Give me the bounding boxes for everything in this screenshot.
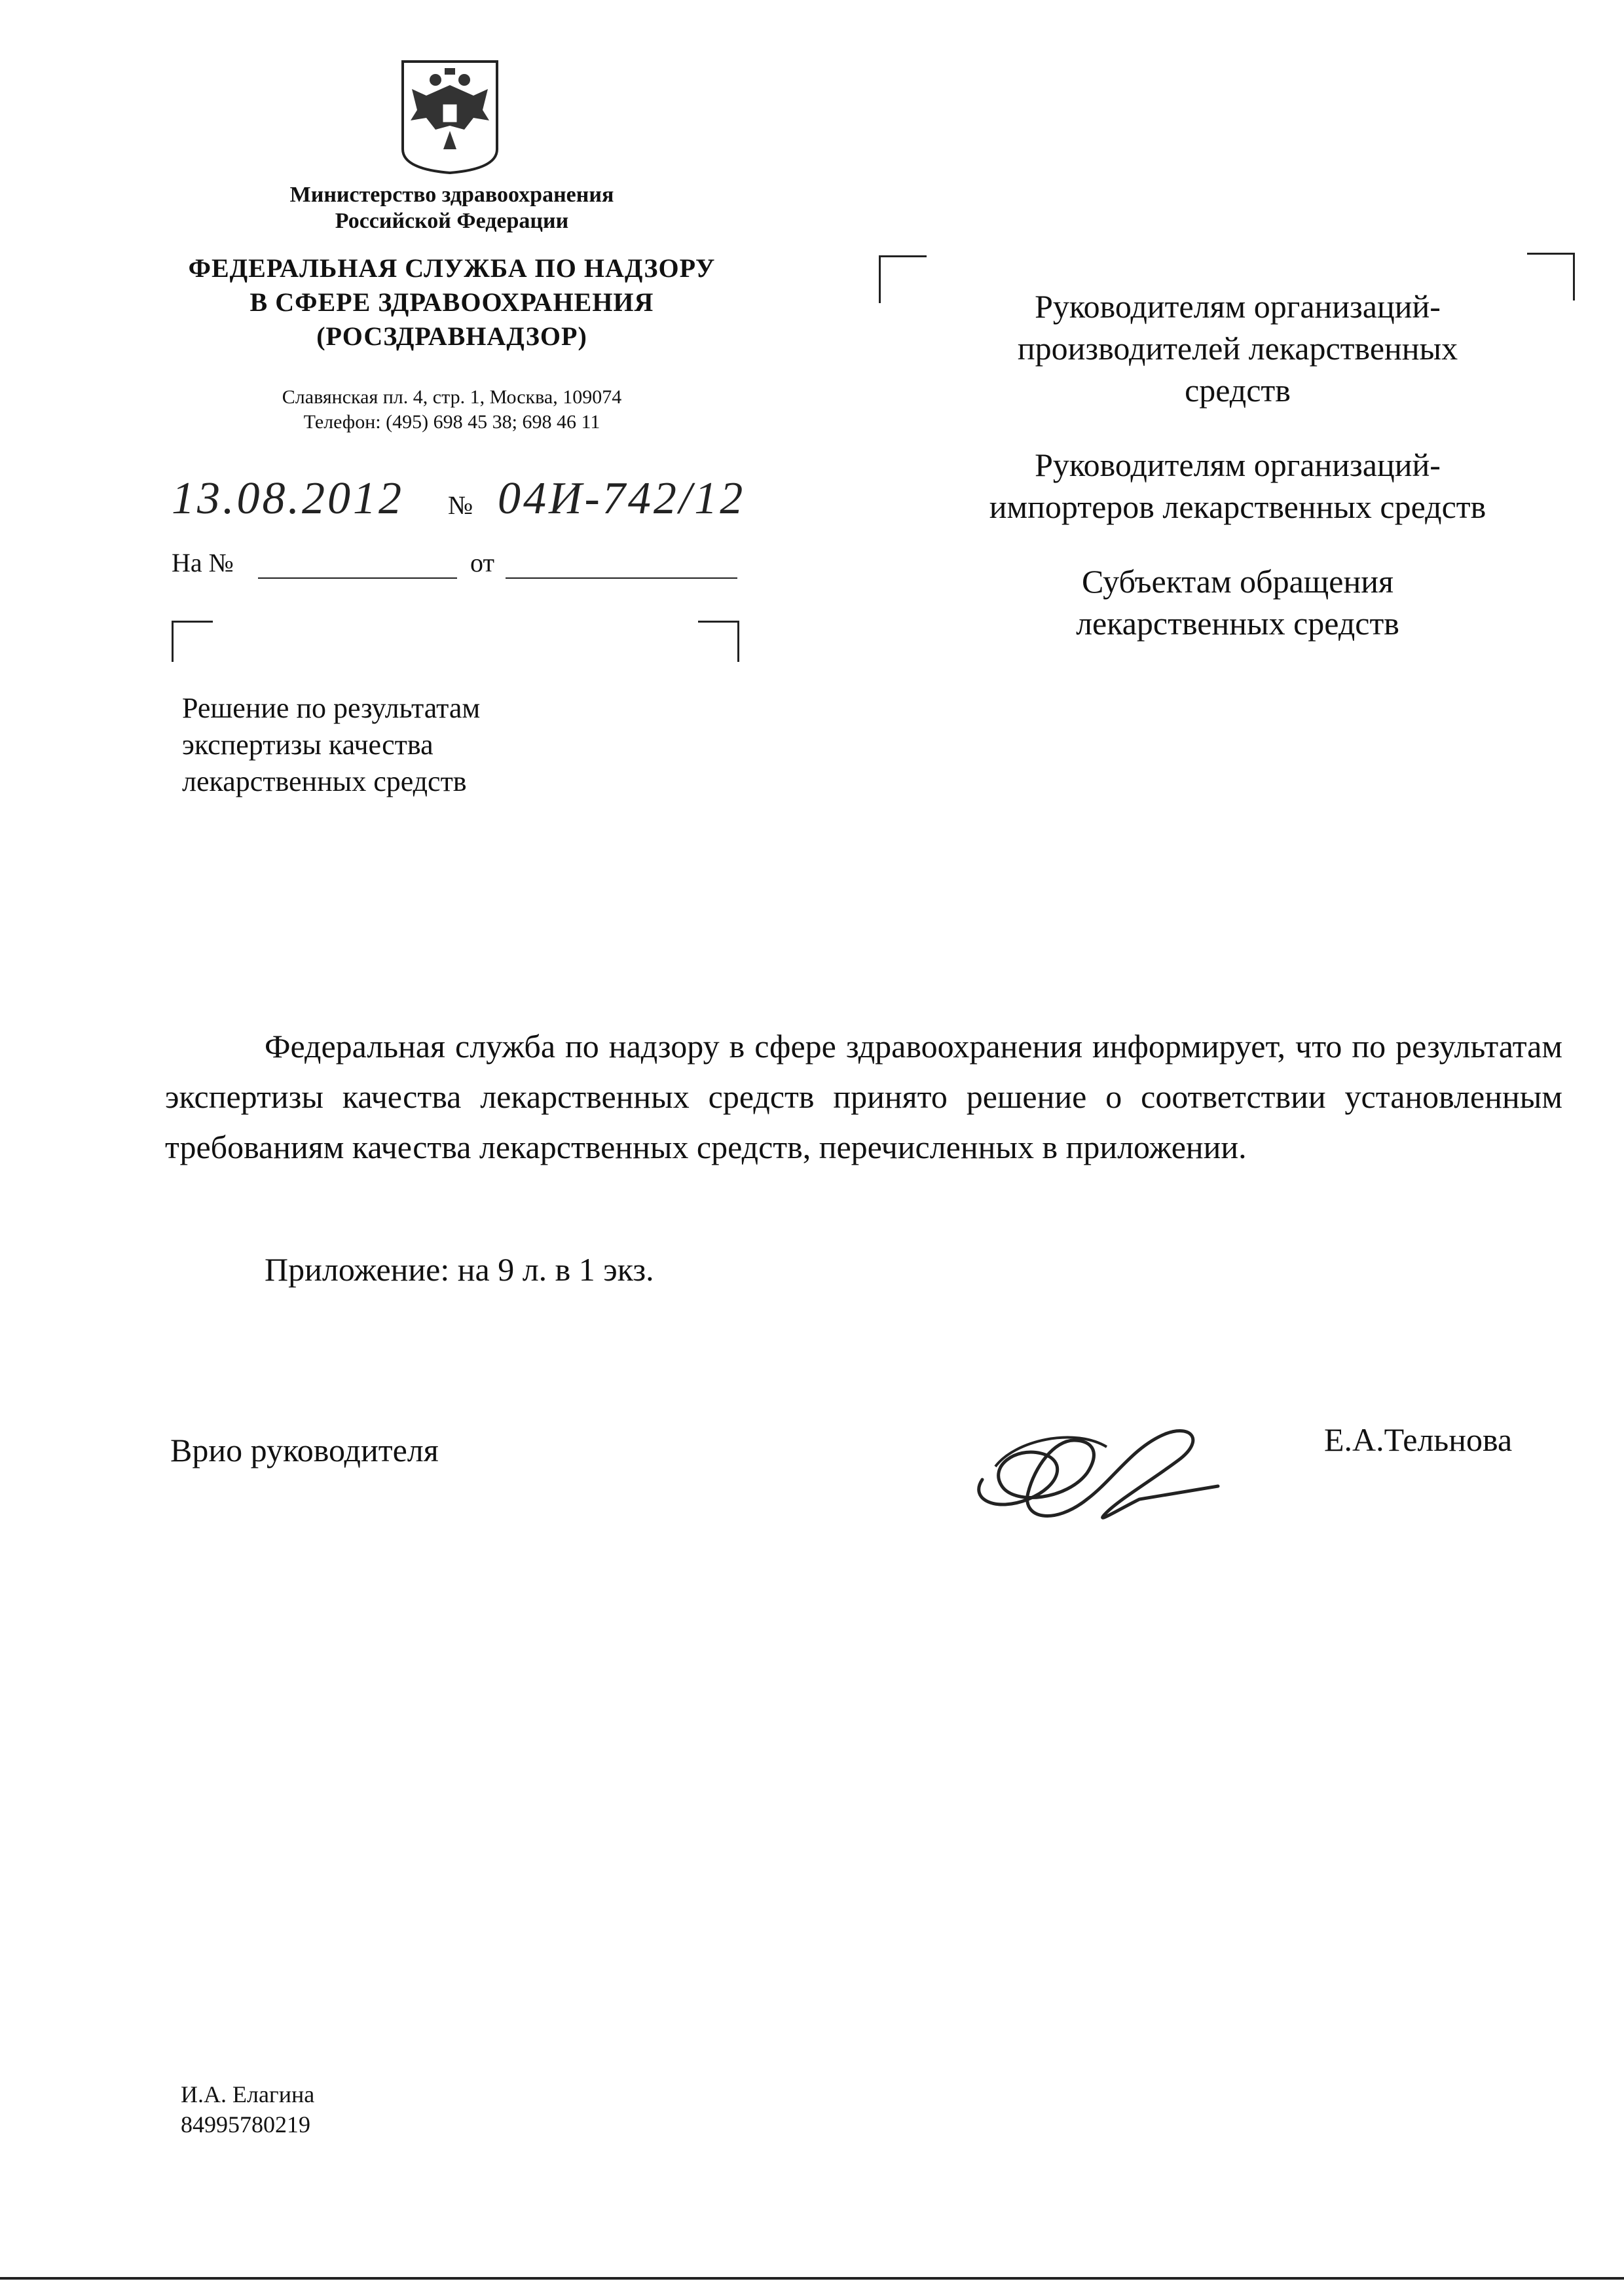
addressee-line: Руководителям организаций- [1035, 288, 1441, 325]
addressee [910, 560, 1565, 644]
service-address [157, 385, 747, 435]
signatory-name: Е.А.Тельнова [1324, 1421, 1513, 1458]
letter-body-paragraph: Федеральная служба по надзору в сфере здравоохранения информирует, что по результатам экспертизы качества лекарственных средств принято решение о соответствии установленным требованиям качества лекарственных средств, перечисленных в приложении. [165, 1028, 1562, 1165]
service-line: (РОСЗДРАВНАДЗОР) [316, 321, 587, 351]
executor-info [181, 2079, 314, 2140]
addressee-line: Руководителям организаций- [1035, 446, 1441, 483]
signatory-position: Врио руководителя [170, 1432, 439, 1468]
ministry-line: Российской Федерации [335, 209, 569, 233]
registration-number-label: № [448, 490, 473, 520]
coat-of-arms-icon [397, 58, 502, 175]
reference-date-blank [506, 577, 737, 579]
handwritten-signature-icon [956, 1401, 1231, 1545]
service-line: В СФЕРЕ ЗДРАВООХРАНЕНИЯ [249, 287, 654, 317]
ministry-line: Министерство здравоохранения [289, 183, 614, 207]
addressee-line: средств [1185, 372, 1291, 409]
ministry-name [164, 182, 740, 234]
attachment-note: Приложение: на 9 л. в 1 экз. [265, 1251, 654, 1288]
service-name [151, 251, 753, 354]
subject-line: Решение по результатам [182, 692, 481, 724]
addressee-line: производителей лекарственных [1017, 330, 1458, 367]
addressee-line: лекарственных средств [1076, 605, 1399, 642]
corner-mark [698, 621, 739, 662]
registration-number: 04И-742/12 [498, 473, 746, 524]
addressees [910, 285, 1565, 677]
registration-date: 13.08.2012 [172, 473, 404, 524]
subject-line: экспертизы качества [182, 729, 434, 761]
addressee-line: Субъектам обращения [1082, 563, 1393, 600]
reference-number-label: На № [172, 548, 234, 577]
addressee [910, 285, 1565, 411]
corner-mark [172, 621, 213, 662]
reference-date-label: от [470, 548, 494, 577]
service-line: ФЕДЕРАЛЬНАЯ СЛУЖБА ПО НАДЗОРУ [188, 253, 716, 283]
address-line: Славянская пл. 4, стр. 1, Москва, 109074 [282, 386, 622, 408]
reference-number-blank [258, 577, 457, 579]
scan-edge-line [0, 2277, 1624, 2280]
subject-line: лекарственных средств [182, 765, 467, 797]
phone-line: Телефон: (495) 698 45 38; 698 46 11 [303, 411, 600, 433]
addressee [910, 444, 1565, 528]
addressee-line: импортеров лекарственных средств [989, 488, 1486, 525]
letter-subject [182, 690, 640, 800]
executor-name: И.А. Елагина [181, 2081, 315, 2107]
executor-phone: 84995780219 [181, 2111, 310, 2138]
